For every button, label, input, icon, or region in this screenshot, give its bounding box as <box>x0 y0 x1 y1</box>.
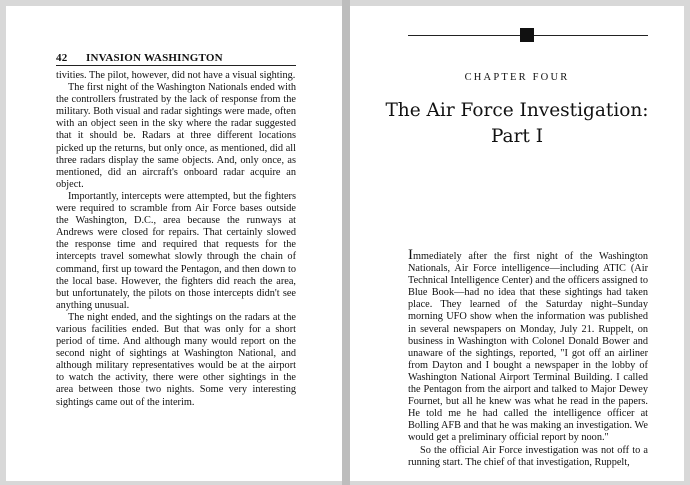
left-page <box>6 6 342 481</box>
paragraph: Importantly, intercepts were attempted, but the fighters were required to scramble from Air Force bases outside the Washington, D.C., area because the runways at Andrews were closed for repairs. That certainly slowed the response time and required that requests for the intercepts travel somewhat slowly through the chain of command, first up toward the Pentagon, and then down to the local base. However, the fighters did reach the area, but unfortunately, the pilots on those intercepts didn't see anything unusual. <box>56 190 296 311</box>
chapter-title-line: The Air Force Investigation: <box>385 100 649 121</box>
chapter-ornament-square <box>520 28 534 42</box>
paragraph: tivities. The pilot, however, did not have a visual sighting. <box>56 70 296 81</box>
chapter-label: CHAPTER FOUR <box>464 72 570 83</box>
page-number: 42 <box>56 52 68 64</box>
book-gutter <box>342 0 350 485</box>
chapter-title <box>350 98 684 150</box>
left-body-text <box>56 70 296 409</box>
chapter-title-line: Part I <box>490 126 544 147</box>
running-header <box>56 52 296 66</box>
paragraph: The first night of the Washington Nationals ended with the controllers frustrated by the lack of response from the military. Both visual and radar sightings were made, often with an object seen in the sky where the radar suggested that it should be. Radars at three different locations picked up the returns, but only once, as mentioned, did all three radars display the same objects. And, only once, as mentioned, did an aircraft's onboard radar acquire an object. <box>56 82 296 190</box>
right-body-text <box>408 247 648 469</box>
paragraph: The night ended, and the sightings on the radars at the various facilities ended. But that was only for a short period of time. And although many would report on the second night of sightings at Washington National, and although military representatives would be at the airport to watch the activity, there were other sightings in the area between those two nights. Some very interesting sightings came out of the interim. <box>56 311 296 408</box>
paragraph: So the official Air Force investigation was not off to a running start. The chief of that investigation, Ruppelt, <box>408 444 648 468</box>
running-head-title: INVASION WASHINGTON <box>86 52 223 64</box>
right-page <box>350 6 684 481</box>
drop-cap: I <box>408 247 413 263</box>
paragraph-text: mmediately after the first night of the Washington Nationals, Air Force intelligence—including ATIC (Air Technical Intelligence Center) and the officers assigned to Blue Book—had no idea that these sightings had taken place. They learned of the Saturday night–Sunday morning UFO show when the information was published in several newspapers on Monday, July 21. Ruppelt, on business in Washington with Colonel Donald Bower and unaware of the sightings, reported, "I got off an airliner from Dayton and I bought a newspaper in the lobby of Washington National Airport Terminal Building. I called the Pentagon from the airport and talked to Major Dewey Fournet, but all he knew was what he read in the papers. He told me he had called the intelligence officer at Bolling AFB and that he was making an investigation. We would get a preliminary official report by noon." <box>408 251 648 444</box>
paragraph <box>408 247 648 445</box>
